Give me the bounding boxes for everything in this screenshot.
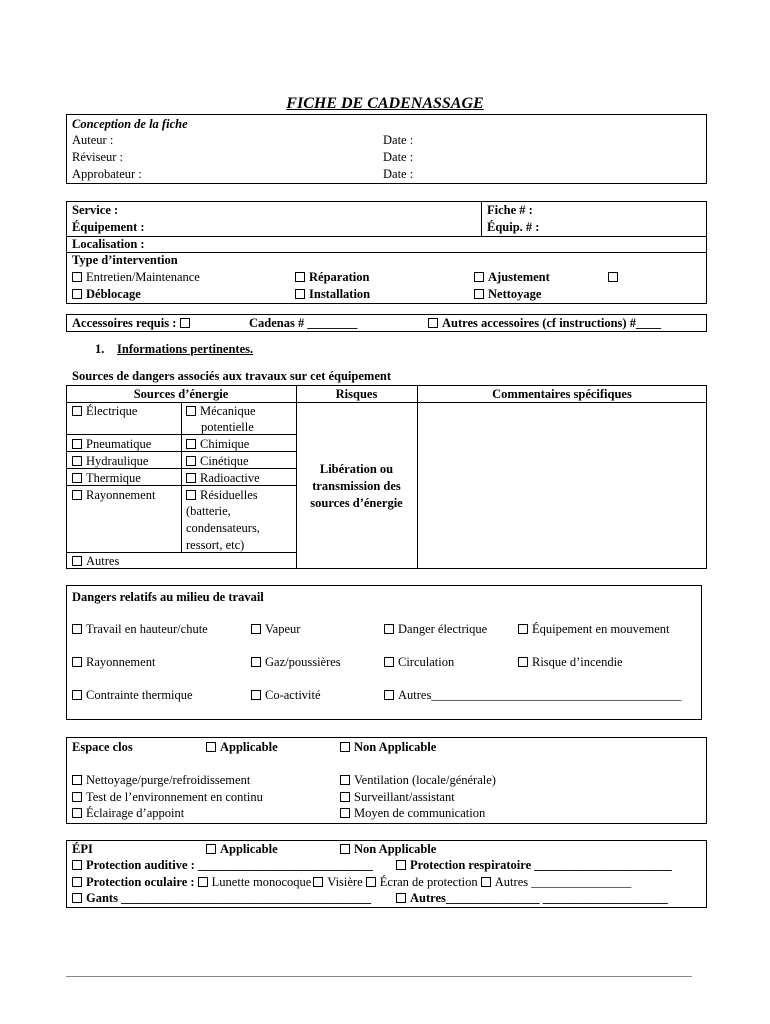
risk-text: Libération ou: [319, 462, 394, 476]
danger-gas[interactable]: Gaz/poussières: [251, 655, 341, 670]
source-residuelles[interactable]: Résiduelles: [186, 488, 258, 503]
fiche-number-field[interactable]: Fiche # :: [487, 203, 533, 217]
checkbox-icon[interactable]: [180, 318, 190, 328]
confined-space-heading: Espace clos: [72, 740, 133, 754]
other-accessories[interactable]: Autres accessoires (cf instructions) #____: [428, 316, 661, 331]
approver-field[interactable]: Approbateur :: [72, 167, 142, 181]
checkbox-icon[interactable]: [186, 406, 196, 416]
checkbox-icon[interactable]: [428, 318, 438, 328]
checkbox-icon[interactable]: [474, 272, 484, 282]
danger-fire[interactable]: Risque d’incendie: [518, 655, 623, 670]
source-thermique[interactable]: Thermique: [72, 471, 141, 486]
danger-traffic[interactable]: Circulation: [384, 655, 454, 670]
section-title: Informations pertinentes.: [117, 342, 254, 356]
checkbox-icon[interactable]: [340, 792, 350, 802]
table-col-line: [296, 385, 297, 569]
epi-others[interactable]: Autres_______________ ____________________: [396, 891, 668, 906]
epi-not-applicable[interactable]: Non Applicable: [340, 842, 436, 857]
source-chimique[interactable]: Chimique: [186, 437, 249, 452]
confined-communication[interactable]: Moyen de communication: [340, 806, 485, 821]
service-field[interactable]: Service :: [72, 203, 119, 217]
danger-vapor[interactable]: Vapeur: [251, 622, 300, 637]
checkbox-icon[interactable]: [72, 877, 82, 887]
checkbox-icon[interactable]: [72, 490, 82, 500]
checkbox-icon[interactable]: [396, 860, 406, 870]
residuelles-detail: condensateurs,: [186, 521, 260, 535]
checkbox-icon[interactable]: [186, 473, 196, 483]
source-mecanique-detail: potentielle: [201, 420, 254, 434]
table-row-line: [66, 552, 296, 553]
table-header-line: [66, 402, 707, 403]
info-divider: [481, 201, 482, 236]
equipment-number-field[interactable]: Équip. # :: [487, 220, 540, 234]
checkbox-icon[interactable]: [198, 877, 208, 887]
residuelles-detail: (batterie,: [186, 504, 231, 518]
option-clean[interactable]: Nettoyage: [474, 287, 541, 302]
confined-applicable[interactable]: Applicable: [206, 740, 278, 755]
checkbox-icon[interactable]: [72, 808, 82, 818]
checkbox-icon[interactable]: [251, 657, 261, 667]
checkbox-icon[interactable]: [186, 456, 196, 466]
option-adjust[interactable]: Ajustement: [474, 270, 550, 285]
epi-hearing[interactable]: Protection auditive : ____________________________: [72, 858, 373, 873]
checkbox-icon[interactable]: [384, 624, 394, 634]
table-col-line: [181, 402, 182, 552]
danger-coactivity[interactable]: Co-activité: [251, 688, 321, 703]
source-mecanique[interactable]: Mécanique: [186, 404, 256, 419]
risk-text: transmission des: [312, 479, 401, 493]
checkbox-icon[interactable]: [340, 742, 350, 752]
checkbox-icon[interactable]: [251, 690, 261, 700]
risk-text: sources d’énergie: [310, 496, 403, 510]
checkbox-icon[interactable]: [72, 473, 82, 483]
checkbox-icon[interactable]: [313, 877, 323, 887]
checkbox-icon[interactable]: [384, 690, 394, 700]
checkbox-icon[interactable]: [72, 860, 82, 870]
checkbox-icon[interactable]: [186, 490, 196, 500]
accessories-required[interactable]: Accessoires requis :: [72, 316, 194, 331]
checkbox-icon[interactable]: [396, 893, 406, 903]
checkbox-icon[interactable]: [72, 439, 82, 449]
checkbox-icon[interactable]: [474, 289, 484, 299]
checkbox-icon[interactable]: [384, 657, 394, 667]
confined-not-applicable[interactable]: Non Applicable: [340, 740, 436, 755]
source-pneumatique[interactable]: Pneumatique: [72, 437, 151, 452]
reviewer-date-field[interactable]: Date :: [383, 150, 414, 164]
confined-lighting[interactable]: Éclairage d’appoint: [72, 806, 184, 821]
option-unblock[interactable]: Déblocage: [72, 287, 141, 302]
checkbox-icon[interactable]: [340, 808, 350, 818]
location-field[interactable]: Localisation :: [72, 237, 145, 251]
danger-radiation[interactable]: Rayonnement: [72, 655, 155, 670]
checkbox-icon[interactable]: [518, 624, 528, 634]
intervention-type-label: Type d’intervention: [72, 253, 178, 267]
reviewer-field[interactable]: Réviseur :: [72, 150, 124, 164]
source-radioactive[interactable]: Radioactive: [186, 471, 260, 486]
checkbox-icon[interactable]: [340, 775, 350, 785]
option-install[interactable]: Installation: [295, 287, 370, 302]
checkbox-icon[interactable]: [72, 657, 82, 667]
footer-divider: [66, 976, 692, 977]
source-cinetique[interactable]: Cinétique: [186, 454, 249, 469]
danger-thermal[interactable]: Contrainte thermique: [72, 688, 193, 703]
epi-heading: ÉPI: [72, 842, 93, 856]
checkbox-icon[interactable]: [251, 624, 261, 634]
workplace-heading: Dangers relatifs au milieu de travail: [72, 590, 264, 604]
checkbox-icon[interactable]: [72, 792, 82, 802]
checkbox-icon[interactable]: [72, 556, 82, 566]
author-field[interactable]: Auteur :: [72, 133, 114, 147]
confined-watcher[interactable]: Surveillant/assistant: [340, 790, 455, 805]
col-comments: Commentaires spécifiques: [492, 387, 632, 401]
checkbox-icon[interactable]: [72, 893, 82, 903]
source-electrique[interactable]: Électrique: [72, 404, 137, 419]
checkbox-icon[interactable]: [295, 272, 305, 282]
checkbox-icon[interactable]: [72, 775, 82, 785]
checkbox-icon[interactable]: [295, 289, 305, 299]
checkbox-icon[interactable]: [340, 844, 350, 854]
checkbox-icon[interactable]: [72, 406, 82, 416]
epi-applicable[interactable]: Applicable: [206, 842, 278, 857]
checkbox-icon[interactable]: [206, 844, 216, 854]
confined-env-test[interactable]: Test de l’environnement en continu: [72, 790, 263, 805]
checkbox-icon[interactable]: [72, 289, 82, 299]
table-col-line: [417, 385, 418, 569]
section-number: 1.: [95, 342, 105, 356]
checkbox-icon[interactable]: [186, 439, 196, 449]
option-maintenance[interactable]: Entretien/Maintenance: [72, 270, 200, 285]
checkbox-icon[interactable]: [481, 877, 491, 887]
col-risks: Risques: [335, 387, 378, 401]
epi-respiratory[interactable]: Protection respiratoire ______________________: [396, 858, 672, 873]
conception-heading: Conception de la fiche: [72, 117, 188, 131]
epi-gloves[interactable]: Gants ________________________________________: [72, 891, 371, 906]
checkbox-icon[interactable]: [72, 624, 82, 634]
checkbox-icon[interactable]: [518, 657, 528, 667]
table-row-line: [66, 434, 296, 435]
source-autres[interactable]: Autres: [72, 554, 119, 569]
danger-moving-equipment[interactable]: Équipement en mouvement: [518, 622, 669, 637]
checkbox-icon[interactable]: [206, 742, 216, 752]
option-other[interactable]: [608, 270, 622, 285]
source-rayonnement[interactable]: Rayonnement: [72, 488, 155, 503]
info-row-line: [66, 236, 707, 237]
sources-table: [66, 385, 707, 569]
col-energy-sources: Sources d’énergie: [133, 387, 229, 401]
danger-electric[interactable]: Danger électrique: [384, 622, 487, 637]
checkbox-icon[interactable]: [72, 272, 82, 282]
residuelles-detail: ressort, etc): [186, 538, 245, 552]
checkbox-icon[interactable]: [366, 877, 376, 887]
source-hydraulique[interactable]: Hydraulique: [72, 454, 148, 469]
danger-others[interactable]: Autres________________________________________: [384, 688, 681, 703]
option-repair[interactable]: Réparation: [295, 270, 369, 285]
checkbox-icon[interactable]: [72, 690, 82, 700]
checkbox-icon[interactable]: [72, 456, 82, 466]
danger-height[interactable]: Travail en hauteur/chute: [72, 622, 208, 637]
confined-cleaning[interactable]: Nettoyage/purge/refroidissement: [72, 773, 250, 788]
author-date-field[interactable]: Date :: [383, 133, 414, 147]
equipment-field[interactable]: Équipement :: [72, 220, 145, 234]
confined-ventilation[interactable]: Ventilation (locale/générale): [340, 773, 496, 788]
checkbox-icon[interactable]: [608, 272, 618, 282]
page-title: FICHE DE CADENASSAGE: [286, 95, 484, 112]
epi-eye-row: Protection oculaire : Lunette monocoque Visière Écran de protection Autres ________________: [72, 875, 631, 890]
approver-date-field[interactable]: Date :: [383, 167, 414, 181]
sources-title: Sources de dangers associés aux travaux sur cet équipement: [72, 369, 391, 383]
locks-field[interactable]: Cadenas # ________: [249, 316, 358, 330]
